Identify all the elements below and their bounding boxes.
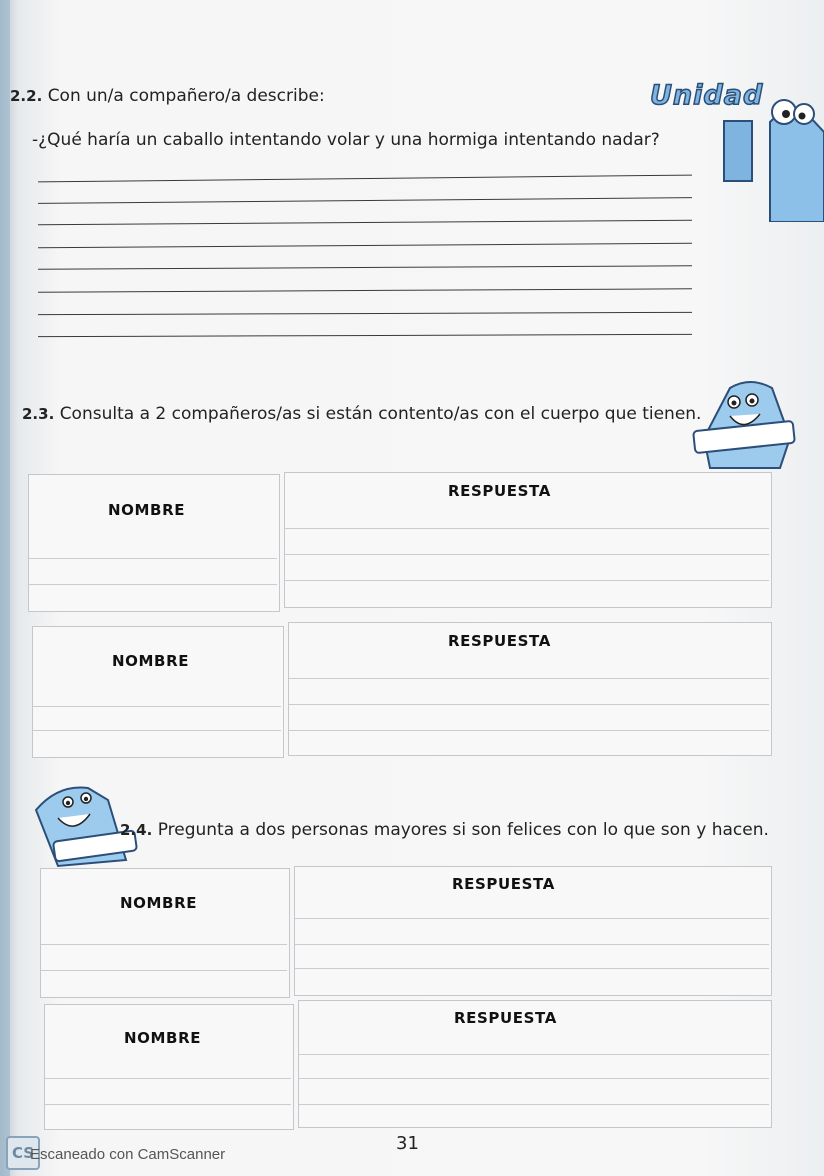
answer-rule [299,1078,769,1079]
answer-rule [299,1104,769,1105]
answer-rule [295,944,769,945]
name-cell[interactable] [44,1004,294,1130]
answer-rule [29,558,277,559]
answer-rule [285,580,769,581]
name-cell[interactable] [40,868,290,998]
answer-rule [41,944,287,945]
mascot-pencil-icon [690,378,800,472]
page-number: 31 [396,1133,419,1154]
section-2-4-title: Pregunta a dos personas mayores si son felices con lo que son y hacen. [157,820,769,840]
answer-header: RESPUESTA [454,1009,557,1027]
answer-rule [45,1104,291,1105]
unidad-number [723,120,753,182]
section-2-4-number: 2.4. [120,821,153,839]
answer-rule [289,704,769,705]
name-header: NOMBRE [120,894,198,912]
answer-header: RESPUESTA [452,875,555,893]
name-header: NOMBRE [108,501,186,519]
section-2-3-heading [22,404,701,424]
name-cell[interactable] [28,474,280,612]
name-cell[interactable] [32,626,284,758]
answer-rule [29,584,277,585]
answer-rule [295,968,769,969]
section-2-2-title: Con un/a compañero/a describe: [47,86,325,106]
answer-rule [289,730,769,731]
answer-header: RESPUESTA [448,632,551,650]
name-header: NOMBRE [124,1029,202,1047]
page-edge-shadow [0,0,10,1176]
answer-rule [41,970,287,971]
section-2-2-heading [10,86,325,106]
section-2-2-question: -¿Qué haría un caballo intentando volar y una hormiga intentando nadar? [32,130,660,150]
answer-rule [295,918,769,919]
answer-rule [289,678,769,679]
camscanner-logo-icon: CS [6,1136,40,1170]
answer-rule [285,554,769,555]
answer-rule [285,528,769,529]
answer-rule [33,730,281,731]
section-2-3-title: Consulta a 2 compañeros/as si están contento/as con el cuerpo que tienen. [59,404,702,424]
mascot-top-right-icon [750,92,824,222]
section-2-4-heading [120,820,769,840]
section-2-2-number: 2.2. [10,87,43,105]
answer-rule [299,1054,769,1055]
name-header: NOMBRE [112,652,190,670]
answer-rule [45,1078,291,1079]
answer-header: RESPUESTA [448,482,551,500]
unidad-badge: Unidad [650,80,764,111]
camscanner-watermark: Escaneado con CamScanner [30,1146,226,1163]
section-2-3-number: 2.3. [22,405,55,423]
answer-rule [33,706,281,707]
